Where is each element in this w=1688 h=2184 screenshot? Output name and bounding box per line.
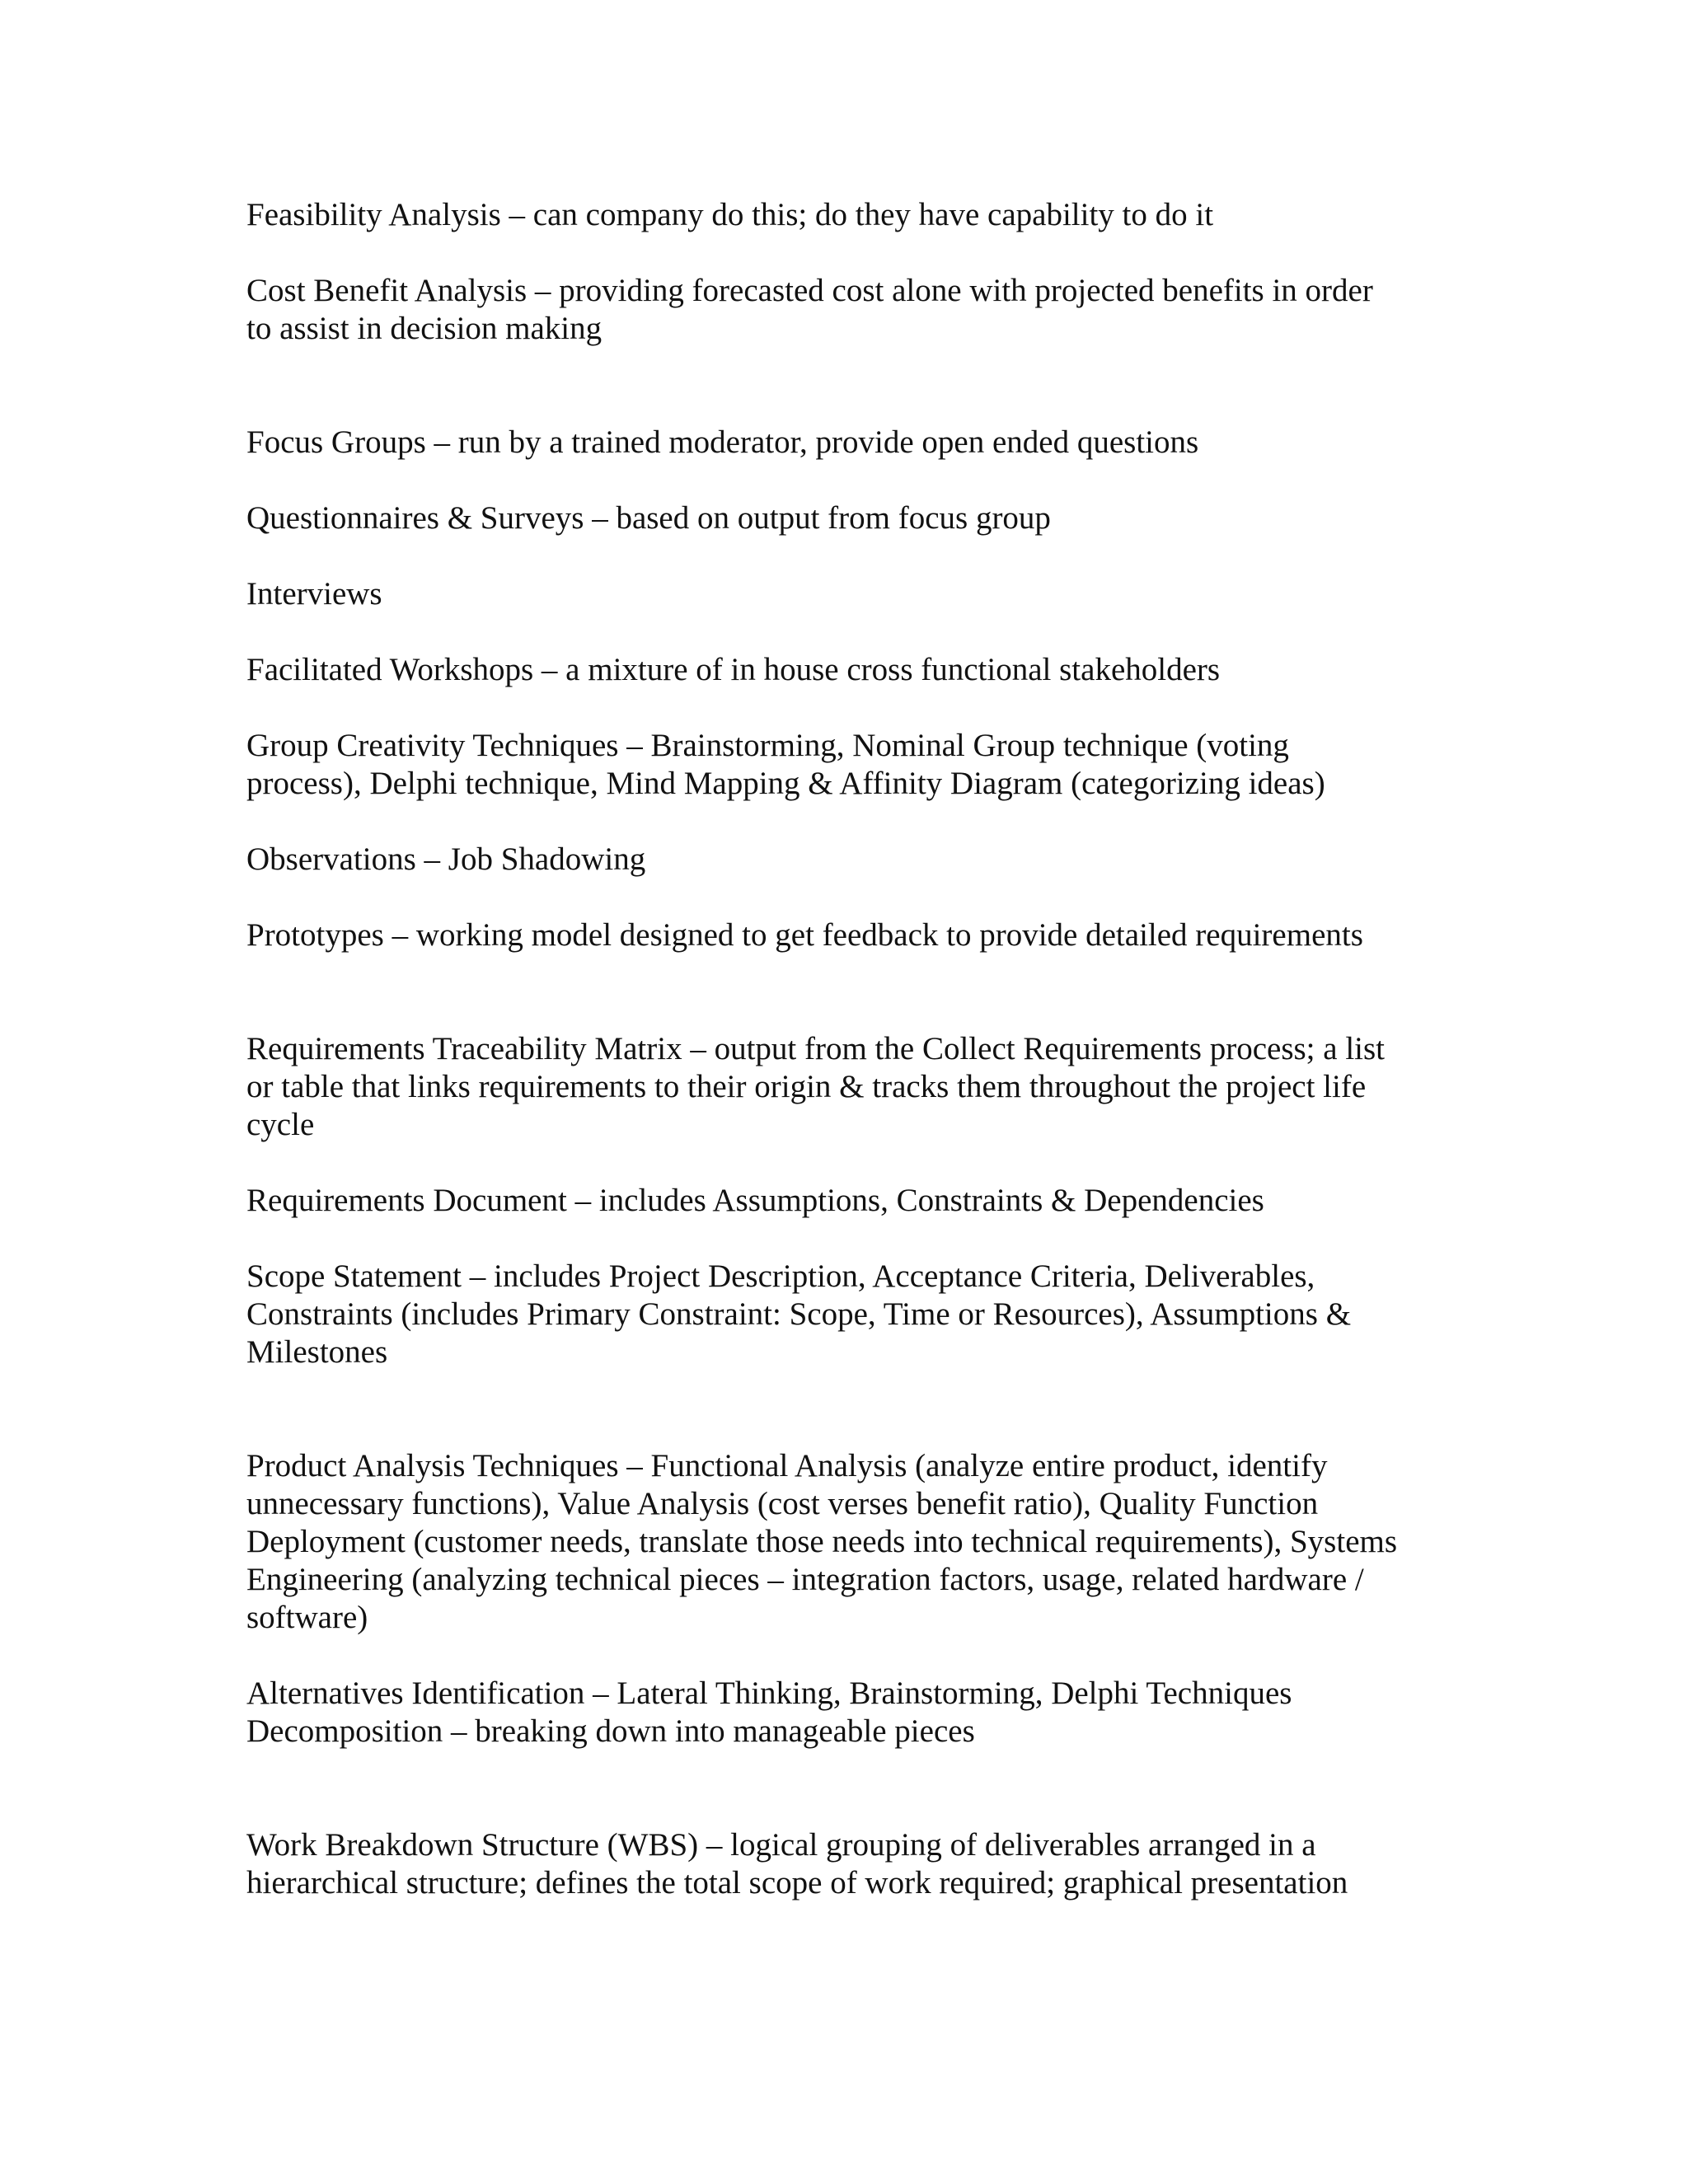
- entry-questionnaires-surveys: Questionnaires & Surveys – based on output from focus group: [246, 500, 1051, 536]
- entry-scope-statement: Scope Statement – includes Project Description, Acceptance Criteria, Deliverables, Constraints (includes Primary Constraint: Scope, Time or Resources), Assumptions & Milestones: [246, 1258, 1352, 1370]
- entry-focus-groups: Focus Groups – run by a trained moderator, provide open ended questions: [246, 424, 1199, 460]
- entry-requirements-traceability-matrix: Requirements Traceability Matrix – output from the Collect Requirements process; a list or table that links requirements to their origin & tracks them throughout the project life cycle: [246, 1031, 1385, 1142]
- document-body: [246, 196, 1450, 1902]
- entry-prototypes: Prototypes – working model designed to get feedback to provide detailed requirements: [246, 917, 1363, 953]
- entry-observations: Observations – Job Shadowing: [246, 841, 646, 877]
- entry-work-breakdown-structure: Work Breakdown Structure (WBS) – logical grouping of deliverables arranged in a hierarchical structure; defines the total scope of work required; graphical presentation: [246, 1827, 1348, 1900]
- entry-product-analysis-techniques: Product Analysis Techniques – Functional Analysis (analyze entire product, identify unnecessary functions), Value Analysis (cost verses benefit ratio), Quality Function Deployment (customer needs, translate those needs into technical requirements), Systems Engineering (analyzing technical pieces – integration factors, usage, related hardware / software): [246, 1448, 1398, 1635]
- entry-feasibility-analysis: Feasibility Analysis – can company do this; do they have capability to do it: [246, 197, 1214, 232]
- entry-decomposition: Decomposition – breaking down into manageable pieces: [246, 1713, 975, 1749]
- entry-interviews: Interviews: [246, 576, 382, 612]
- entry-alternatives-identification: Alternatives Identification – Lateral Thinking, Brainstorming, Delphi Techniques: [246, 1675, 1292, 1711]
- entry-cost-benefit-analysis: Cost Benefit Analysis – providing forecasted cost alone with projected benefits in order to assist in decision making: [246, 273, 1373, 346]
- entry-facilitated-workshops: Facilitated Workshops – a mixture of in house cross functional stakeholders: [246, 652, 1221, 687]
- entry-group-creativity-techniques: Group Creativity Techniques – Brainstorming, Nominal Group technique (voting process), Delphi technique, Mind Mapping & Affinity Diagram (categorizing ideas): [246, 728, 1325, 801]
- entry-requirements-document: Requirements Document – includes Assumptions, Constraints & Dependencies: [246, 1183, 1264, 1218]
